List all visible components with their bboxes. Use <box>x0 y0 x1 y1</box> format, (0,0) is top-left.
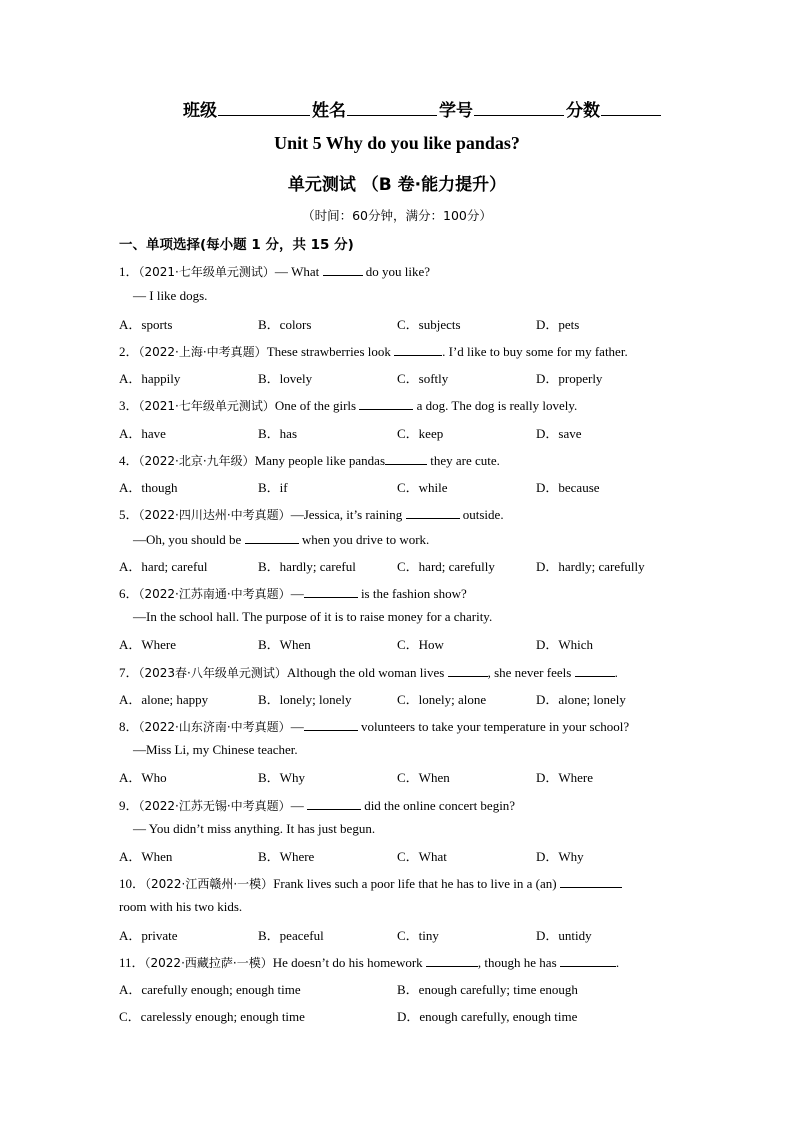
answer-blank <box>448 664 488 677</box>
question-source: （2022·西藏拉萨·一模） <box>144 956 273 970</box>
question-number: 1． <box>119 264 139 279</box>
question-text: outside. <box>459 507 504 522</box>
question-number: 7． <box>119 665 139 680</box>
option-c[interactable]: C．hard; carefully <box>397 559 495 574</box>
question-6-line2: —In the school hall. The purpose of it is to raise money for a charity. <box>133 609 493 624</box>
option-c[interactable]: C．tiny <box>397 928 439 943</box>
score-blank[interactable] <box>601 99 661 116</box>
question-number: 9． <box>119 798 139 813</box>
answer-blank <box>394 343 442 356</box>
question-source: （2022·北京·九年级） <box>138 454 255 468</box>
question-text: , she never feels <box>487 665 575 680</box>
question-text: These strawberries look <box>266 344 395 359</box>
option-d[interactable]: D．hardly; carefully <box>536 559 645 574</box>
question-8-line2: —Miss Li, my Chinese teacher. <box>133 742 298 757</box>
option-d[interactable]: D．untidy <box>536 928 592 943</box>
name-label: 姓名 <box>312 101 346 121</box>
question-source: （2022·江苏无锡·中考真题） <box>138 799 291 813</box>
option-b[interactable]: B．if <box>258 480 288 495</box>
question-text: He doesn’t do his homework <box>272 955 426 970</box>
option-b[interactable]: B．colors <box>258 317 312 332</box>
option-c[interactable]: C．What <box>397 849 447 864</box>
question-number: 4． <box>119 453 139 468</box>
answer-blank <box>323 263 363 276</box>
question-text: is the fashion show? <box>357 586 467 601</box>
option-d[interactable]: D．because <box>536 480 600 495</box>
question-source: （2022·四川达州·中考真题） <box>138 508 291 522</box>
number-label: 学号 <box>439 101 473 121</box>
option-b[interactable]: B．enough carefully; time enough <box>397 982 578 997</box>
question-text: they are cute. <box>427 453 500 468</box>
option-b[interactable]: B．lonely; lonely <box>258 692 352 707</box>
question-source: （2023春·八年级单元测试） <box>138 666 287 680</box>
score-label: 分数 <box>566 101 600 121</box>
option-a[interactable]: A．alone; happy <box>119 692 209 707</box>
option-c[interactable]: C．keep <box>397 426 444 441</box>
question-number: 2． <box>119 344 139 359</box>
answer-blank <box>560 954 616 967</box>
question-text: One of the girls <box>274 398 360 413</box>
question-source: （2022·江西赣州·一模） <box>145 877 274 891</box>
option-c[interactable]: C．When <box>397 770 450 785</box>
answer-blank <box>426 954 478 967</box>
option-a[interactable]: A．Who <box>119 770 167 785</box>
answer-blank <box>245 531 299 544</box>
question-number: 11． <box>119 955 145 970</box>
question-source: （2022·江苏南通·中考真题） <box>138 587 291 601</box>
unit-title: Unit 5 Why do you like pandas? <box>274 133 520 153</box>
question-text: — <box>290 719 304 734</box>
question-text: —Oh, you should be <box>133 532 245 547</box>
option-c[interactable]: C．while <box>397 480 448 495</box>
question-text: Although the old woman lives <box>286 665 448 680</box>
time-info: （时间：60分钟，满分：100分） <box>302 208 492 223</box>
option-d[interactable]: D．properly <box>536 371 603 386</box>
question-text: Many people like pandas <box>254 453 386 468</box>
option-a[interactable]: A．When <box>119 849 173 864</box>
answer-blank <box>304 718 358 731</box>
number-blank[interactable] <box>474 99 564 116</box>
option-c[interactable]: C．lonely; alone <box>397 692 487 707</box>
question-5 <box>119 504 504 523</box>
answer-blank <box>560 875 622 888</box>
question-text: . <box>614 665 618 680</box>
question-text: — <box>290 798 307 813</box>
option-a[interactable]: A．hard; careful <box>119 559 208 574</box>
option-a[interactable]: A．though <box>119 480 178 495</box>
option-d[interactable]: D．alone; lonely <box>536 692 626 707</box>
answer-blank <box>406 506 460 519</box>
question-6 <box>119 583 467 602</box>
question-source: （2022·山东济南·中考真题） <box>138 720 291 734</box>
option-d[interactable]: D．enough carefully, enough time <box>397 1009 578 1024</box>
question-7 <box>119 662 618 681</box>
question-text: a dog. The dog is really lovely. <box>413 398 578 413</box>
section-heading: 一、单项选择(每小题 1 分，共 15 分) <box>119 237 354 253</box>
question-4 <box>119 450 500 469</box>
option-b[interactable]: B．When <box>258 637 311 652</box>
question-1 <box>119 261 430 280</box>
option-a[interactable]: A．happily <box>119 371 181 386</box>
question-9-line2: — You didn’t miss anything. It has just begun. <box>133 821 376 836</box>
option-b[interactable]: B．has <box>258 426 298 441</box>
question-text: Frank lives such a poor life that he has to live in a (an) <box>273 876 560 891</box>
question-number: 6． <box>119 586 139 601</box>
class-blank[interactable] <box>218 99 310 116</box>
option-d[interactable]: D．Where <box>536 770 594 785</box>
question-9 <box>119 795 515 814</box>
question-8 <box>119 716 629 735</box>
question-number: 8． <box>119 719 139 734</box>
question-text: volunteers to take your temperature in your school? <box>357 719 630 734</box>
answer-blank <box>359 397 413 410</box>
student-info-line <box>183 96 663 121</box>
answer-blank <box>575 664 615 677</box>
question-number: 5． <box>119 507 139 522</box>
option-c[interactable]: C．How <box>397 637 444 652</box>
question-text: — What <box>274 264 323 279</box>
answer-blank <box>307 797 361 810</box>
option-b[interactable]: B．hardly; careful <box>258 559 356 574</box>
class-label: 班级 <box>183 101 217 121</box>
question-number: 10． <box>119 876 146 891</box>
question-text: —Jessica, it’s raining <box>290 507 406 522</box>
question-text: when you drive to work. <box>298 532 430 547</box>
question-source: （2021·七年级单元测试） <box>138 265 275 279</box>
question-10-line2: room with his two kids. <box>119 899 243 914</box>
question-text: , though he has <box>477 955 560 970</box>
option-a[interactable]: A．sports <box>119 317 173 332</box>
question-11 <box>119 952 619 971</box>
option-a[interactable]: A．private <box>119 928 178 943</box>
option-c[interactable]: C．softly <box>397 371 449 386</box>
question-text: do you like? <box>362 264 431 279</box>
answer-blank <box>385 452 427 465</box>
option-c[interactable]: C．subjects <box>397 317 461 332</box>
option-d[interactable]: D．pets <box>536 317 580 332</box>
question-1-line2: — I like dogs. <box>133 288 208 303</box>
question-2 <box>119 341 628 360</box>
option-b[interactable]: B．lovely <box>258 371 313 386</box>
test-title: 单元测试 （B 卷·能力提升） <box>287 175 507 195</box>
option-c[interactable]: C．carelessly enough; enough time <box>119 1009 305 1024</box>
option-d[interactable]: D．Why <box>536 849 584 864</box>
question-source: （2022·上海·中考真题） <box>138 345 267 359</box>
question-10 <box>119 873 622 892</box>
option-d[interactable]: D．Which <box>536 637 594 652</box>
option-a[interactable]: A．have <box>119 426 166 441</box>
question-number: 3． <box>119 398 139 413</box>
option-a[interactable]: A．Where <box>119 637 177 652</box>
name-blank[interactable] <box>347 99 437 116</box>
question-5-line2 <box>133 531 429 548</box>
question-source: （2021·七年级单元测试） <box>138 399 275 413</box>
option-b[interactable]: B．Where <box>258 849 315 864</box>
question-3 <box>119 395 577 414</box>
option-b[interactable]: B．peaceful <box>258 928 324 943</box>
answer-blank <box>304 585 358 598</box>
option-b[interactable]: B．Why <box>258 770 305 785</box>
question-text: did the online concert begin? <box>360 798 516 813</box>
question-text: . <box>615 955 620 970</box>
question-text: — <box>290 586 304 601</box>
option-a[interactable]: A．carefully enough; enough time <box>119 982 301 997</box>
question-text: . I’d like to buy some for my father. <box>442 344 628 359</box>
option-d[interactable]: D．save <box>536 426 582 441</box>
